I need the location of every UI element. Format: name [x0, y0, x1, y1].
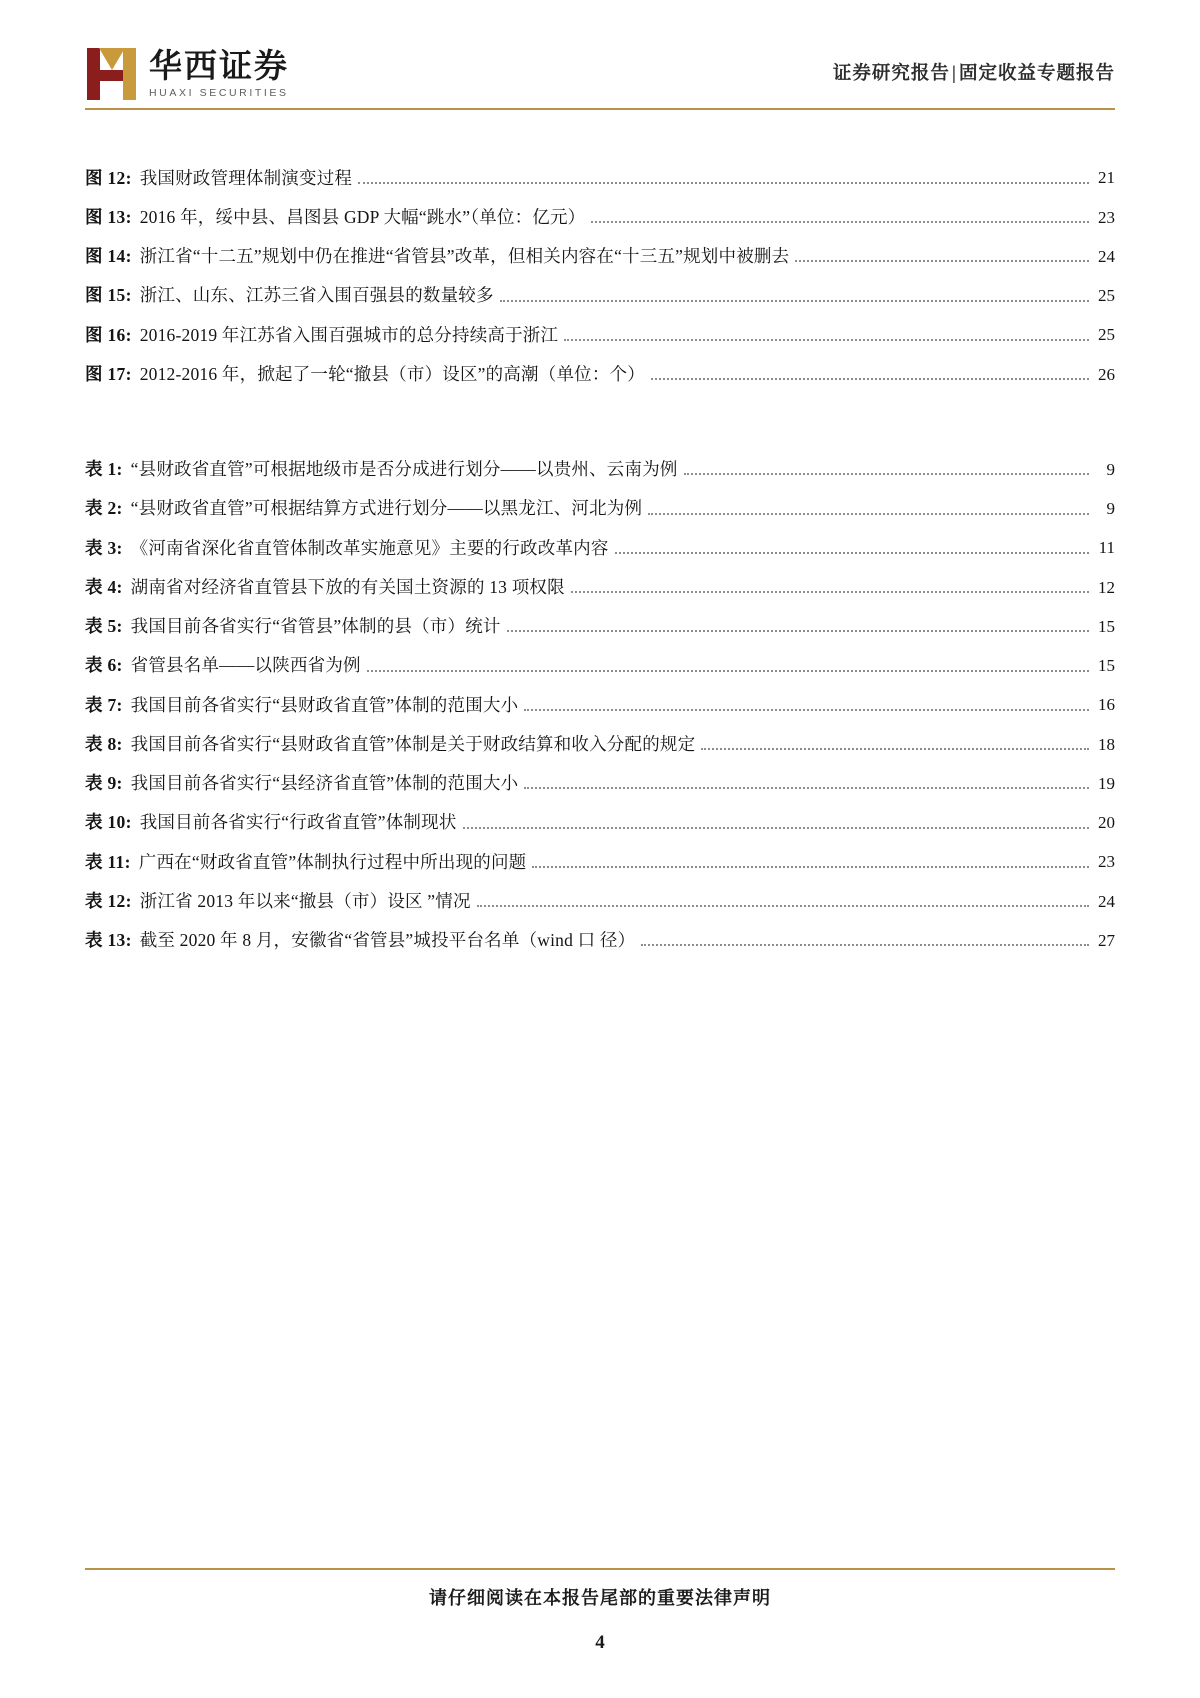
list-item[interactable] — [85, 528, 1115, 567]
footer-disclaimer: 请仔细阅读在本报告尾部的重要法律声明 — [429, 1588, 771, 1608]
leader-dots — [571, 590, 1089, 593]
table-label: 表 12: — [85, 890, 132, 911]
table-label: 表 10: — [85, 812, 132, 833]
table-title: 浙江省 2013 年以来“撤县（市）设区 ”情况 — [139, 890, 471, 911]
leader-dots — [524, 786, 1089, 789]
table-page: 9 — [1106, 499, 1115, 518]
leader-dots — [651, 377, 1089, 380]
table-label: 表 11: — [85, 851, 131, 872]
table-title: 省管县名单——以陕西省为例 — [130, 655, 361, 676]
header-separator: | — [951, 64, 957, 84]
table-page: 23 — [1098, 852, 1115, 872]
figure-label: 图 13: — [85, 206, 132, 227]
figure-page: 24 — [1098, 246, 1115, 266]
table-label: 表 13: — [85, 930, 132, 950]
leader-dots — [358, 181, 1089, 184]
table-page: 18 — [1098, 734, 1115, 754]
figure-label: 图 16: — [85, 324, 132, 345]
brand-name-cn: 华西证券 — [149, 48, 289, 85]
leader-dots — [524, 708, 1089, 711]
list-item[interactable] — [85, 607, 1115, 646]
list-item[interactable] — [85, 237, 1115, 276]
figure-list — [85, 158, 1115, 394]
table-title: 《河南省深化省直管体制改革实施意见》主要的行政改革内容 — [130, 537, 609, 558]
figure-page: 21 — [1098, 168, 1115, 188]
figure-page: 26 — [1098, 364, 1115, 384]
table-label: 表 3: — [85, 537, 123, 558]
leader-dots — [500, 299, 1089, 302]
table-page: 9 — [1106, 459, 1115, 479]
figure-label: 图 17: — [85, 363, 132, 384]
list-item[interactable] — [85, 803, 1115, 842]
table-title: 我国目前各省实行“省管县”体制的县（市）统计 — [130, 616, 501, 636]
leader-dots — [564, 338, 1089, 341]
list-item[interactable] — [85, 921, 1115, 960]
figure-title: 浙江、山东、江苏三省入围百强县的数量较多 — [139, 285, 494, 306]
table-label: 表 1: — [85, 459, 123, 479]
list-item[interactable] — [85, 567, 1115, 606]
leader-dots — [532, 865, 1089, 868]
list-item[interactable] — [85, 646, 1115, 685]
list-item[interactable] — [85, 450, 1115, 489]
list-item[interactable] — [85, 354, 1115, 393]
footer-divider — [85, 1568, 1115, 1570]
table-title: “县财政省直管”可根据结算方式进行划分——以黑龙江、河北为例 — [130, 498, 643, 519]
table-title: 广西在“财政省直管”体制执行过程中所出现的问题 — [138, 851, 527, 872]
brand-name-en: HUAXI SECURITIES — [149, 87, 289, 100]
table-label: 表 6: — [85, 655, 123, 676]
leader-dots — [615, 551, 1089, 554]
table-title: “县财政省直管”可根据地级市是否分成进行划分——以贵州、云南为例 — [130, 459, 678, 479]
table-of-contents — [85, 158, 1115, 960]
table-title: 我国目前各省实行“县财政省直管”体制的范围大小 — [130, 694, 519, 715]
leader-dots — [641, 943, 1089, 946]
table-label: 表 7: — [85, 694, 123, 715]
table-page: 12 — [1098, 577, 1115, 597]
list-item[interactable] — [85, 685, 1115, 724]
report-topic-label: 固定收益专题报告 — [958, 64, 1115, 84]
table-title: 我国目前各省实行“县财政省直管”体制是关于财政结算和收入分配的规定 — [130, 733, 696, 754]
leader-dots — [463, 826, 1089, 829]
table-title: 我国目前各省实行“县经济省直管”体制的范围大小 — [130, 773, 519, 793]
table-title: 截至 2020 年 8 月，安徽省“省管县”城投平台名单（wind 口 径） — [139, 930, 636, 950]
table-label: 表 9: — [85, 773, 123, 793]
table-page: 11 — [1098, 538, 1115, 558]
table-page: 24 — [1098, 891, 1115, 911]
leader-dots — [367, 669, 1089, 672]
list-item[interactable] — [85, 315, 1115, 354]
leader-dots — [648, 512, 1089, 515]
table-page: 20 — [1098, 813, 1115, 832]
footer-page-number: 4 — [595, 1632, 605, 1653]
figure-page: 25 — [1098, 286, 1115, 305]
brand-text — [149, 49, 289, 100]
figure-label: 图 12: — [85, 167, 132, 188]
leader-dots — [684, 472, 1089, 475]
figure-title: 2012-2016 年，掀起了一轮“撤县（市）设区”的高潮（单位：个） — [139, 363, 645, 384]
table-page: 15 — [1098, 656, 1115, 675]
huaxi-logo-icon — [85, 46, 139, 102]
figure-label: 图 14: — [85, 246, 132, 266]
figure-title: 浙江省“十二五”规划中仍在推进“省管县”改革，但相关内容在“十三五”规划中被删去 — [139, 246, 790, 266]
table-page: 19 — [1098, 773, 1115, 793]
table-list — [85, 450, 1115, 960]
figure-label: 图 15: — [85, 285, 132, 306]
list-item[interactable] — [85, 197, 1115, 236]
table-label: 表 8: — [85, 733, 123, 754]
list-item[interactable] — [85, 842, 1115, 881]
figure-title: 我国财政管理体制演变过程 — [139, 167, 353, 188]
leader-dots — [477, 904, 1089, 907]
list-item[interactable] — [85, 276, 1115, 315]
list-item[interactable] — [85, 489, 1115, 528]
list-item[interactable] — [85, 764, 1115, 803]
table-label: 表 4: — [85, 576, 123, 597]
brand-logo — [85, 46, 289, 102]
leader-dots — [507, 629, 1089, 632]
table-label: 表 5: — [85, 616, 123, 636]
list-item[interactable] — [85, 881, 1115, 920]
page-header — [85, 0, 1115, 122]
header-report-label — [833, 59, 1115, 89]
leader-dots — [701, 747, 1089, 750]
table-label: 表 2: — [85, 498, 123, 519]
table-page: 15 — [1098, 616, 1115, 636]
header-divider — [85, 108, 1115, 110]
figure-title: 2016 年，绥中县、昌图县 GDP 大幅“跳水”（单位：亿元） — [139, 206, 586, 227]
table-title: 湖南省对经济省直管县下放的有关国土资源的 13 项权限 — [130, 576, 565, 597]
leader-dots — [591, 220, 1089, 223]
table-page: 27 — [1098, 930, 1115, 950]
list-item[interactable] — [85, 158, 1115, 197]
table-page: 16 — [1098, 695, 1115, 715]
figure-page: 23 — [1098, 207, 1115, 227]
figure-title: 2016-2019 年江苏省入围百强城市的总分持续高于浙江 — [139, 324, 559, 345]
table-title: 我国目前各省实行“行政省直管”体制现状 — [139, 812, 457, 833]
report-type-label: 证券研究报告 — [832, 64, 950, 84]
list-item[interactable] — [85, 724, 1115, 763]
figure-page: 25 — [1098, 325, 1115, 345]
leader-dots — [795, 259, 1089, 262]
